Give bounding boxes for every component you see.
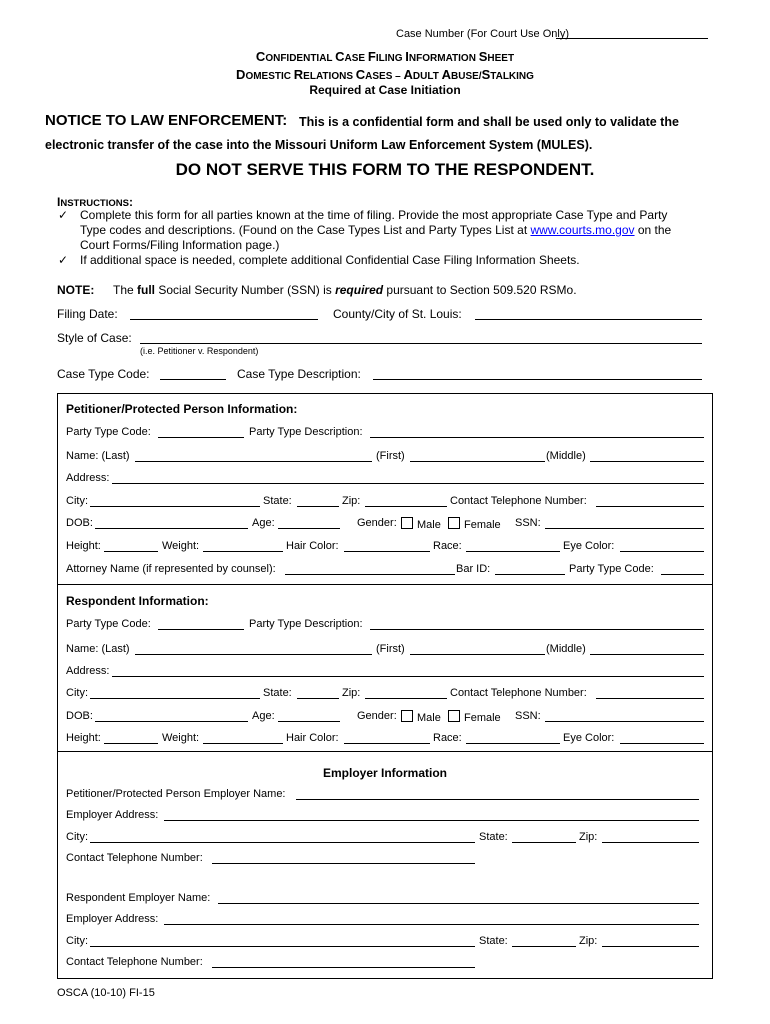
instruction-1-line3: Court Forms/Filing Information page.): [80, 238, 280, 252]
state-label: State:: [263, 495, 292, 507]
dob-field[interactable]: [95, 528, 248, 529]
filing-date-label: Filing Date:: [57, 307, 118, 321]
employer-heading: Employer Information: [322, 766, 447, 780]
eye-color-field[interactable]: [620, 743, 704, 744]
party-type-description-field[interactable]: [370, 437, 704, 438]
last-name-field[interactable]: [135, 654, 372, 655]
employer-city-label: City:: [66, 935, 88, 947]
hair-color-field[interactable]: [344, 743, 430, 744]
weight-label: Weight:: [162, 732, 200, 744]
hair-color-field[interactable]: [344, 551, 430, 552]
petitioner-employer-label: Petitioner/Protected Person Employer Name:: [66, 788, 286, 800]
city-field[interactable]: [90, 506, 260, 507]
instruction-1-line2: Type codes and descriptions. (Found on the Case Types List and Party Types List at www.courts.mo.gov on the: [80, 223, 672, 237]
gender-label: Gender:: [357, 517, 397, 529]
female-option[interactable]: Female: [448, 517, 501, 531]
notice-line2: electronic transfer of the case into the Missouri Uniform Law Enforcement System (MULES).: [45, 138, 593, 152]
case-type-code-label: Case Type Code:: [57, 367, 150, 381]
male-option[interactable]: Male: [401, 710, 441, 724]
age-field[interactable]: [278, 721, 340, 722]
notice-heading: NOTICE TO LAW ENFORCEMENT:: [45, 112, 288, 129]
employer-zip-field[interactable]: [602, 842, 699, 843]
respondent-employer-label: Respondent Employer Name:: [66, 892, 211, 904]
ssn-field[interactable]: [545, 528, 704, 529]
male-checkbox[interactable]: [401, 710, 413, 722]
case-type-description-label: Case Type Description:: [237, 367, 361, 381]
address-label: Address:: [66, 665, 110, 677]
employer-address-label: Employer Address:: [66, 809, 159, 821]
case-type-code-field[interactable]: [160, 379, 226, 380]
ssn-field[interactable]: [545, 721, 704, 722]
female-checkbox[interactable]: [448, 710, 460, 722]
bar-id-label: Bar ID:: [456, 563, 491, 575]
case-number-field[interactable]: [556, 38, 708, 39]
style-of-case-label: Style of Case:: [57, 331, 132, 345]
employer-contact-field[interactable]: [212, 967, 475, 968]
county-field[interactable]: [475, 319, 702, 320]
age-field[interactable]: [278, 528, 340, 529]
contact-phone-field[interactable]: [596, 698, 704, 699]
petitioner-employer-field[interactable]: [296, 799, 699, 800]
first-name-label: (First): [376, 643, 405, 655]
party-type-description-label: Party Type Description:: [249, 618, 363, 630]
middle-name-field[interactable]: [590, 461, 704, 462]
dob-label: DOB:: [66, 710, 93, 722]
hair-color-label: Hair Color:: [286, 732, 339, 744]
weight-field[interactable]: [203, 743, 283, 744]
employer-city-field[interactable]: [90, 946, 475, 947]
middle-name-field[interactable]: [590, 654, 704, 655]
employer-address-field[interactable]: [164, 820, 699, 821]
zip-label: Zip:: [342, 687, 361, 699]
contact-phone-field[interactable]: [596, 506, 704, 507]
first-name-field[interactable]: [410, 461, 545, 462]
party-type-description-label: Party Type Description:: [249, 426, 363, 438]
employer-state-field[interactable]: [512, 842, 576, 843]
style-of-case-field[interactable]: [140, 343, 702, 344]
instructions-heading: INSTRUCTIONS:: [57, 195, 133, 209]
party-type-code-field[interactable]: [158, 437, 244, 438]
employer-address-label: Employer Address:: [66, 913, 159, 925]
first-name-label: (First): [376, 450, 405, 462]
courts-link[interactable]: www.courts.mo.gov: [530, 223, 635, 237]
state-label: State:: [263, 687, 292, 699]
attorney-party-type-code-field[interactable]: [661, 574, 704, 575]
race-label: Race:: [433, 540, 462, 552]
instruction-2: If additional space is needed, complete additional Confidential Case Filing Information Sheets.: [80, 253, 580, 267]
female-checkbox[interactable]: [448, 517, 460, 529]
first-name-field[interactable]: [410, 654, 545, 655]
check-icon: ✓: [58, 208, 69, 222]
case-type-description-field[interactable]: [373, 379, 702, 380]
middle-name-label: (Middle): [546, 643, 586, 655]
zip-field[interactable]: [365, 506, 447, 507]
employer-city-label: City:: [66, 831, 88, 843]
weight-field[interactable]: [203, 551, 283, 552]
employer-city-field[interactable]: [90, 842, 475, 843]
party-type-code-label: Party Type Code:: [66, 426, 151, 438]
employer-zip-label: Zip:: [579, 831, 598, 843]
attorney-label: Attorney Name (if represented by counsel):: [66, 563, 276, 575]
age-label: Age:: [252, 710, 275, 722]
bar-id-field[interactable]: [495, 574, 565, 575]
age-label: Age:: [252, 517, 275, 529]
female-option[interactable]: Female: [448, 710, 501, 724]
weight-label: Weight:: [162, 540, 200, 552]
employer-state-field[interactable]: [512, 946, 576, 947]
height-label: Height:: [66, 732, 101, 744]
dob-field[interactable]: [95, 721, 248, 722]
party-type-code-field[interactable]: [158, 629, 244, 630]
race-label: Race:: [433, 732, 462, 744]
eye-color-field[interactable]: [620, 551, 704, 552]
attorney-field[interactable]: [285, 574, 455, 575]
party-type-code-label: Party Type Code:: [66, 618, 151, 630]
last-name-label: Name: (Last): [66, 643, 130, 655]
hair-color-label: Hair Color:: [286, 540, 339, 552]
employer-address-field[interactable]: [164, 924, 699, 925]
middle-name-label: (Middle): [546, 450, 586, 462]
height-label: Height:: [66, 540, 101, 552]
height-field[interactable]: [104, 743, 158, 744]
respondent-heading: Respondent Information:: [66, 594, 209, 608]
respondent-employer-field[interactable]: [218, 903, 699, 904]
form-code: OSCA (10-10) FI-15: [57, 987, 155, 999]
race-field[interactable]: [466, 551, 560, 552]
gender-label: Gender:: [357, 710, 397, 722]
form-subtitle: DOMESTIC RELATIONS CASES – ADULT ABUSE/STALKING: [236, 67, 534, 82]
note-text: The full Social Security Number (SSN) is required pursuant to Section 509.520 RSMo.: [113, 283, 577, 297]
petitioner-heading: Petitioner/Protected Person Information:: [66, 402, 298, 416]
eye-color-label: Eye Color:: [563, 732, 615, 744]
eye-color-label: Eye Color:: [563, 540, 615, 552]
required-note: Required at Case Initiation: [309, 83, 461, 97]
dob-label: DOB:: [66, 517, 93, 529]
employer-contact-label: Contact Telephone Number:: [66, 956, 203, 968]
county-label: County/City of St. Louis:: [333, 307, 462, 321]
style-of-case-hint: (i.e. Petitioner v. Respondent): [140, 346, 259, 356]
address-label: Address:: [66, 472, 110, 484]
filing-date-field[interactable]: [130, 319, 318, 320]
ssn-label: SSN:: [515, 517, 541, 529]
notice-line1: This is a confidential form and shall be used only to validate the: [299, 115, 679, 129]
state-field[interactable]: [297, 506, 339, 507]
height-field[interactable]: [104, 551, 158, 552]
city-field[interactable]: [90, 698, 260, 699]
section-divider: [57, 751, 712, 752]
form-title: CONFIDENTIAL CASE FILING INFORMATION SHEET: [255, 49, 515, 64]
ssn-label: SSN:: [515, 710, 541, 722]
employer-zip-field[interactable]: [602, 946, 699, 947]
instruction-1-line1: Complete this form for all parties known at the time of filing. Provide the most appropriate Case Type and Party: [80, 208, 668, 222]
case-number-label: Case Number (For Court Use Only): [396, 28, 569, 40]
check-icon: ✓: [58, 253, 69, 267]
party-type-description-field[interactable]: [370, 629, 704, 630]
address-field[interactable]: [112, 483, 704, 484]
do-not-serve: DO NOT SERVE THIS FORM TO THE RESPONDENT.: [175, 160, 595, 179]
employer-zip-label: Zip:: [579, 935, 598, 947]
zip-label: Zip:: [342, 495, 361, 507]
last-name-field[interactable]: [135, 461, 372, 462]
male-option[interactable]: Male: [401, 517, 441, 531]
city-label: City:: [66, 687, 88, 699]
note-label: NOTE:: [57, 283, 95, 297]
contact-phone-label: Contact Telephone Number:: [450, 495, 587, 507]
employer-contact-field[interactable]: [212, 863, 475, 864]
state-field[interactable]: [297, 698, 339, 699]
employer-contact-label: Contact Telephone Number:: [66, 852, 203, 864]
race-field[interactable]: [466, 743, 560, 744]
section-divider: [57, 584, 712, 585]
employer-state-label: State:: [479, 831, 508, 843]
contact-phone-label: Contact Telephone Number:: [450, 687, 587, 699]
zip-field[interactable]: [365, 698, 447, 699]
attorney-party-type-code-label: Party Type Code:: [569, 563, 654, 575]
employer-state-label: State:: [479, 935, 508, 947]
last-name-label: Name: (Last): [66, 450, 130, 462]
city-label: City:: [66, 495, 88, 507]
address-field[interactable]: [112, 676, 704, 677]
male-checkbox[interactable]: [401, 517, 413, 529]
